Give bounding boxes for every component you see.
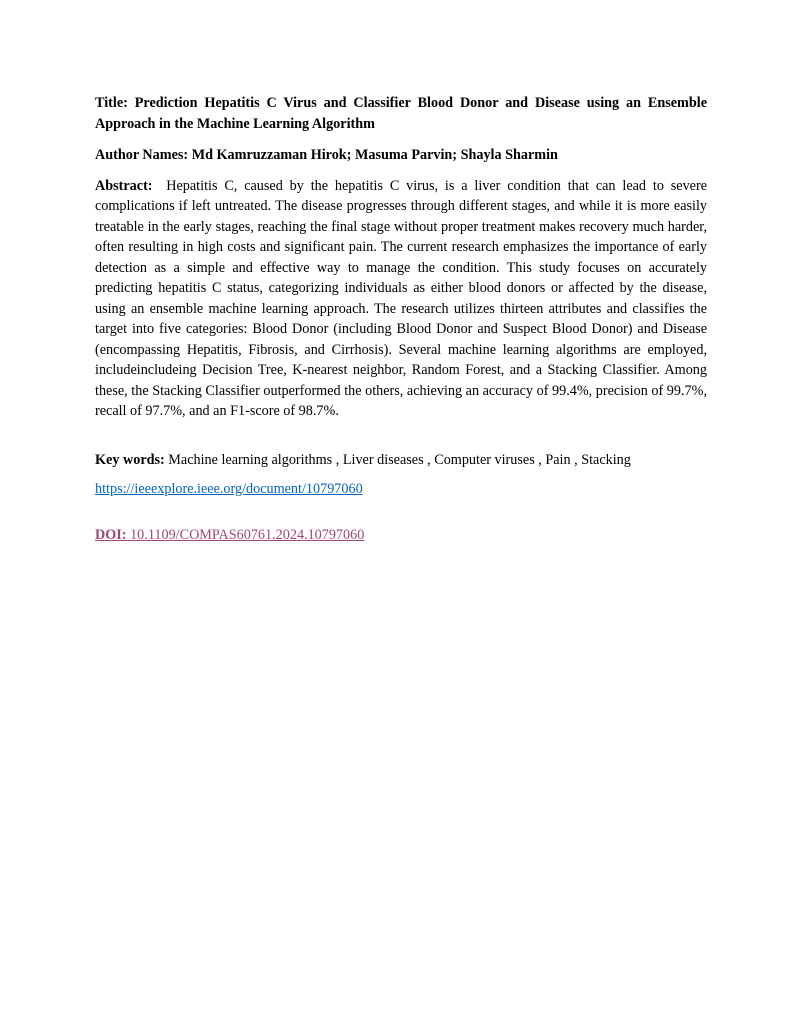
doi-line[interactable] <box>95 525 707 546</box>
doi-label: DOI: <box>95 526 127 543</box>
abstract <box>95 176 707 422</box>
authors-text: Md Kamruzzaman Hirok; Masuma Parvin; Shayla Sharmin <box>191 147 558 163</box>
document-page <box>95 93 707 545</box>
ieee-link[interactable] <box>95 479 707 500</box>
ieee-link-text[interactable]: https://ieeexplore.ieee.org/document/10797060 <box>95 481 363 497</box>
title-label: Title: <box>95 95 128 111</box>
abstract-label: Abstract: <box>95 177 153 194</box>
title-text: Prediction Hepatitis C Virus and Classifier Blood Donor and Disease using an Ensemble Approach in the Machine Learning Algorithm <box>95 95 708 132</box>
doi-text[interactable]: 10.1109/COMPAS60761.2024.10797060 <box>130 526 365 543</box>
keywords-label: Key words: <box>95 451 165 468</box>
authors-label: Author Names: <box>95 147 189 163</box>
author-names <box>95 145 707 166</box>
keywords-text: Machine learning algorithms , Liver diseases , Computer viruses , Pain , Stacking <box>168 451 631 468</box>
keywords <box>95 450 707 471</box>
paper-title <box>95 93 707 134</box>
abstract-text: Hepatitis C, caused by the hepatitis C virus, is a liver condition that can lead to severe complications if left untreated. The disease progresses through different stages, and while it is more easily treatable in the early stages, reaching the final stage without proper treatment makes recovery much harder, often resulting in high costs and significant pain. The current research emphasizes the importance of early detection as a simple and effective way to manage the condition. This study focuses on accurately predicting hepatitis C status, categorizing individuals as either blood donors or affected by the disease, using an ensemble machine learning approach. The research utilizes thirteen attributes and classifies the target into five categories: Blood Donor (including Blood Donor and Suspect Blood Donor) and Disease (encompassing Hepatitis, Fibrosis, and Cirrhosis). Several machine learning algorithms are employed, includeincludeing Decision Tree, K-nearest neighbor, Random Forest, and a Stacking Classifier. Among these, the Stacking Classifier outperformed the others, achieving an accuracy of 99.4%, precision of 99.7%, recall of 97.7%, and an F1-score of 98.7%. <box>95 177 708 419</box>
